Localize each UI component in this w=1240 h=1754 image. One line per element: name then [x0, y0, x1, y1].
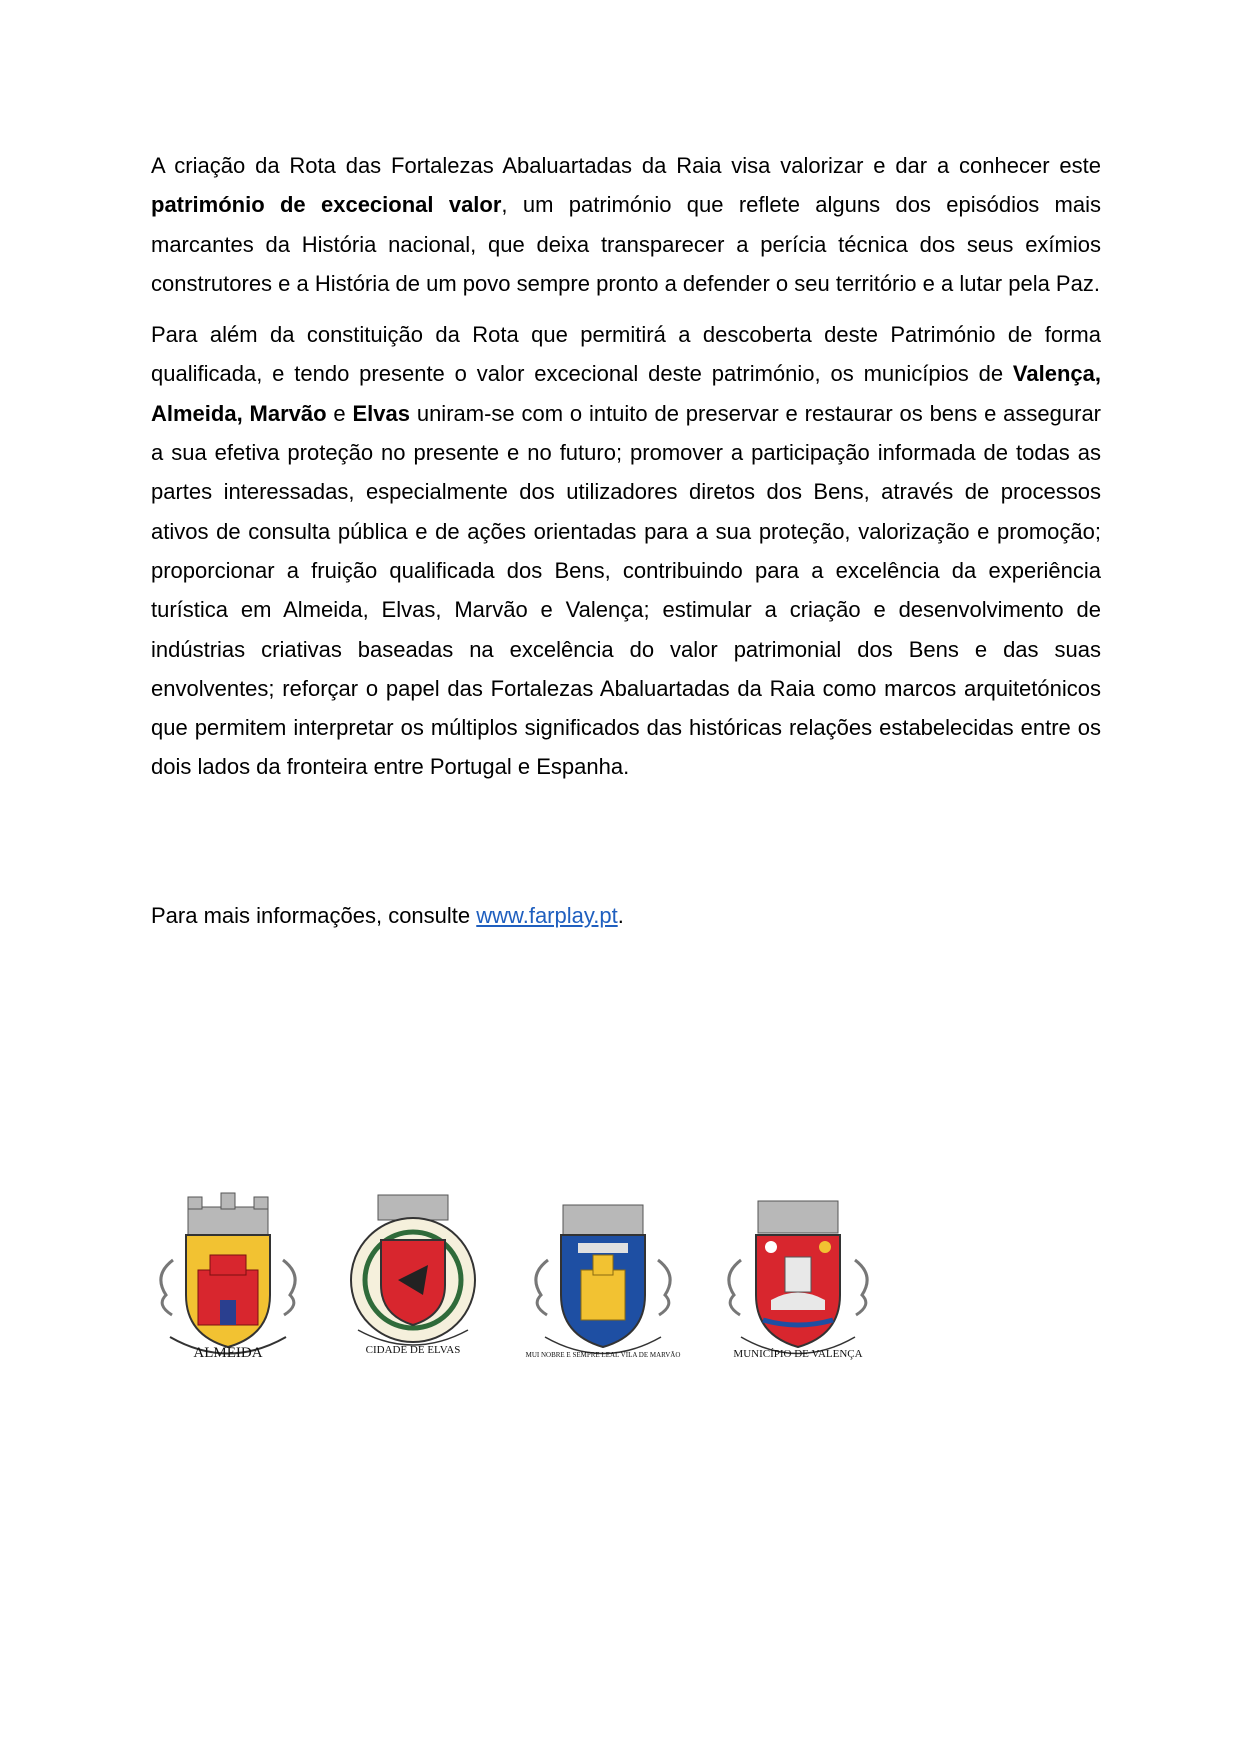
- more-info-suffix: .: [617, 903, 624, 928]
- more-info-line: [151, 896, 624, 935]
- valenca-crest: [713, 1185, 883, 1365]
- document-body: [151, 146, 1101, 787]
- marvao-crest: [523, 1185, 683, 1365]
- muni-bold-2: Elvas: [352, 400, 410, 426]
- muni-text-1: Para além da constituição da Rota que permitirá a descoberta deste Património de forma qualificada, e tendo presente o valor excecional deste património, os municípios de: [151, 322, 1101, 387]
- crests-row: [148, 1185, 908, 1375]
- almeida-crest: [148, 1185, 308, 1365]
- paragraph-municipalities: [151, 315, 1101, 787]
- intro-text-1: A criação da Rota das Fortalezas Abaluartadas da Raia visa valorizar e dar a conhecer este: [151, 153, 1101, 178]
- almeida-motto: ALMEIDA: [193, 1345, 263, 1361]
- intro-bold: património de excecional valor: [151, 192, 502, 218]
- muni-bold-1: Valença, Almeida, Marvão: [151, 361, 1101, 426]
- marvao-motto: MUI NOBRE E SEMPRE LEAL VILA DE MARVÃO: [525, 1351, 681, 1359]
- website-link[interactable]: www.farplay.pt: [476, 903, 618, 928]
- elvas-motto: CIDADE DE ELVAS: [365, 1344, 461, 1356]
- intro-text-2: , um património que reflete alguns dos episódios mais marcantes da História nacional, que deixa transparecer a perícia técnica dos seus exímios construtores e a História de um povo sempre pronto a defender o seu território e a lutar pela Paz.: [151, 192, 1101, 296]
- muni-text-2: e: [326, 400, 353, 426]
- muni-text-3: uniram-se com o intuito de preservar e restaurar os bens e assegurar a sua efetiva proteção no presente e no futuro; promover a participação informada de todas as partes interessadas, especialmente dos utilizadores diretos dos Bens, através de processos ativos de consulta pública e de ações orientadas para a sua proteção, valorização e promoção; proporcionar a fruição qualificada dos Bens, contribuindo para a excelência da experiência turística em Almeida, Elvas, Marvão e Valença; estimular a criação e desenvolvimento de indústrias criativas baseadas na excelência do valor patrimonial dos Bens e das suas envolventes; reforçar o papel das Fortalezas Abaluartadas da Raia como marcos arquitetónicos que permitem interpretar os múltiplos significados das históricas relações estabelecidas entre os dois lados da fronteira entre Portugal e Espanha.: [151, 400, 1102, 780]
- paragraph-intro: [151, 146, 1101, 303]
- valenca-motto: MUNICÍPIO DE VALENÇA: [733, 1348, 863, 1360]
- elvas-crest: [323, 1185, 503, 1365]
- more-info-prefix: Para mais informações, consulte: [151, 903, 477, 928]
